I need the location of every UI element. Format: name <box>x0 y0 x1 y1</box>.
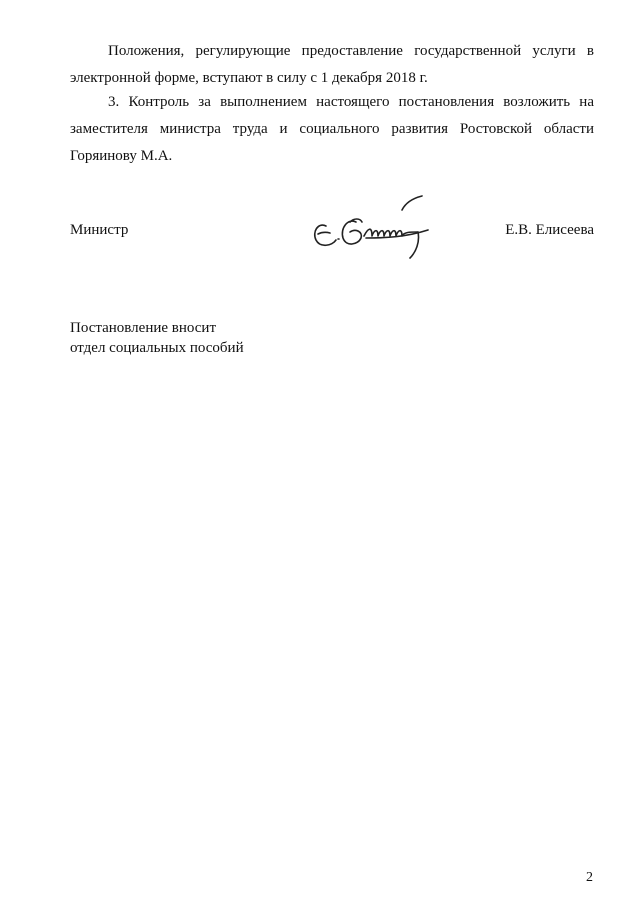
minister-name: Е.В. Елисеева <box>505 222 594 238</box>
paragraph-2-line-3: Горяинову М.А. <box>70 148 173 164</box>
paragraph-2-line-2: заместителя министра труда и социального развития Ростовской области <box>70 121 594 137</box>
submitted-by-note <box>70 318 244 358</box>
submitted-by-line-2: отдел социальных пособий <box>70 340 244 356</box>
paragraph-control-clause <box>70 89 594 170</box>
paragraph-1-line-1: Положения, регулирующие предоставление государственной услуги в <box>108 43 594 59</box>
minister-title: Министр <box>70 222 129 238</box>
signature-block <box>70 214 594 274</box>
handwritten-signature <box>306 192 436 264</box>
paragraph-2-line-1: 3. Контроль за выполнением настоящего постановления возложить на <box>108 94 594 110</box>
page-number: 2 <box>586 870 593 885</box>
paragraph-regulations-effective <box>70 38 594 92</box>
paragraph-1-line-2: электронной форме, вступают в силу с 1 декабря 2018 г. <box>70 70 428 86</box>
submitted-by-line-1: Постановление вносит <box>70 320 217 336</box>
